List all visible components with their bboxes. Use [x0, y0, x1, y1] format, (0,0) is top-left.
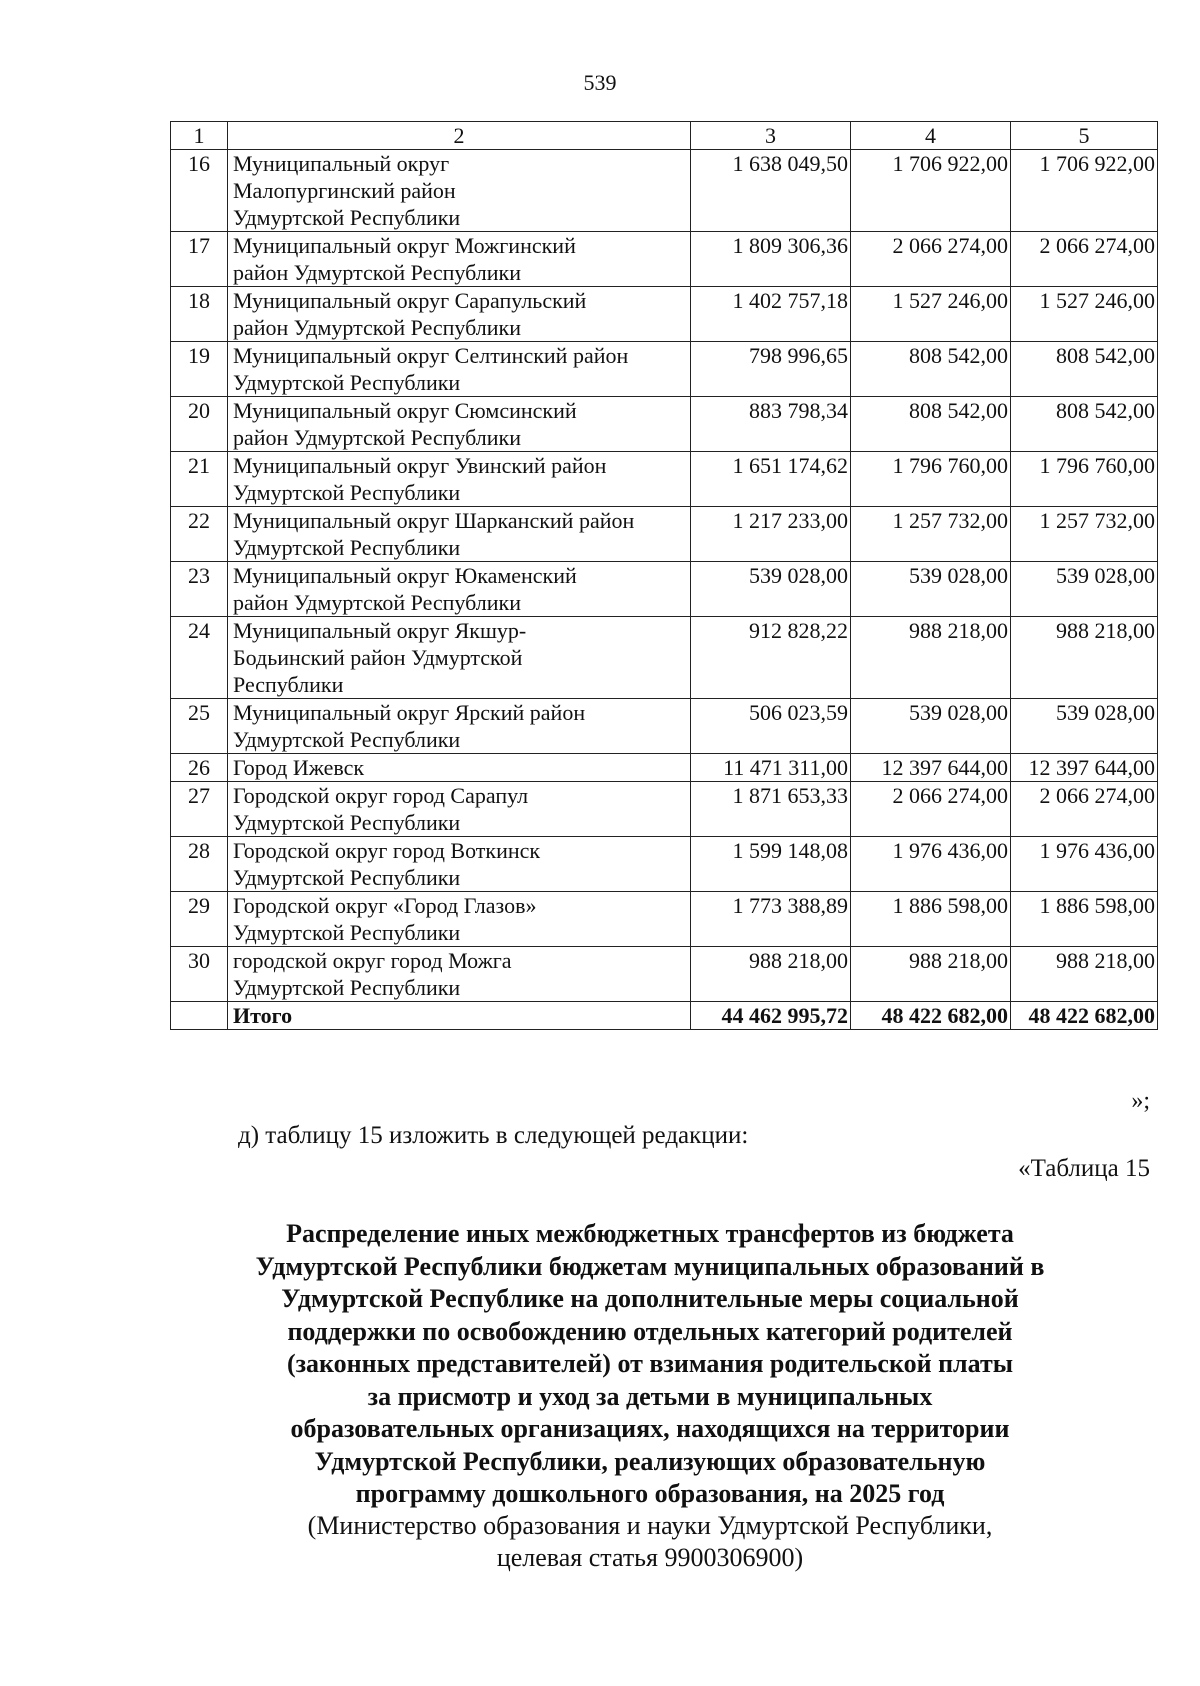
amount-cell-v3: 988 218,00: [691, 947, 851, 1002]
municipality-name-line: Муниципальный округ Увинский район: [233, 453, 607, 478]
heading-line: Удмуртской Республике на дополнительные меры социальной: [281, 1284, 1019, 1313]
amount-cell-v5: 988 218,00: [1011, 947, 1158, 1002]
table-row: [171, 452, 1158, 507]
table-header-row: [171, 122, 1158, 150]
amount-cell-v5: 1 886 598,00: [1011, 892, 1158, 947]
municipality-name: [228, 150, 691, 232]
amount-cell-v3: 1 217 233,00: [691, 507, 851, 562]
table-row: [171, 699, 1158, 754]
municipality-name-line: Бодьинский район Удмуртской: [233, 645, 523, 670]
municipality-name: [228, 452, 691, 507]
amount-cell-v3: 1 402 757,18: [691, 287, 851, 342]
amount-cell-v4: 539 028,00: [851, 562, 1011, 617]
row-number: 25: [171, 699, 228, 754]
municipality-name-line: Удмуртской Республики: [233, 975, 461, 1000]
municipality-name-line: Удмуртской Республики: [233, 370, 461, 395]
amount-cell-v4: 12 397 644,00: [851, 754, 1011, 782]
amount-cell-v5: 539 028,00: [1011, 699, 1158, 754]
municipality-name-line: Муниципальный округ Юкаменский: [233, 563, 577, 588]
row-number: 27: [171, 782, 228, 837]
municipality-name-line: Удмуртской Республики: [233, 810, 461, 835]
subtitle-line: (Министерство образования и науки Удмуртской Республики,: [307, 1511, 993, 1540]
table-row: [171, 507, 1158, 562]
table-label: «Таблица 15: [1018, 1155, 1150, 1182]
heading-line: Удмуртской Республики бюджетам муниципальных образований в: [255, 1251, 1045, 1281]
municipality-name-line: Удмуртской Республики: [233, 865, 461, 890]
amount-cell-v4: 988 218,00: [851, 617, 1011, 699]
total-row: [171, 1002, 1158, 1030]
amount-cell-v3: 798 996,65: [691, 342, 851, 397]
table-row: [171, 782, 1158, 837]
municipality-name-line: Городской округ город Воткинск: [233, 838, 541, 863]
municipality-name-line: Удмуртской Республики: [233, 535, 461, 560]
amount-cell-v3: 11 471 311,00: [691, 754, 851, 782]
table-row: [171, 342, 1158, 397]
municipality-name-line: Удмуртской Республики: [233, 727, 461, 752]
amount-cell-v4: 1 706 922,00: [851, 150, 1011, 232]
column-header: 4: [851, 122, 1011, 150]
row-number: 23: [171, 562, 228, 617]
total-amount-v5: 48 422 682,00: [1011, 1002, 1158, 1030]
municipality-name: [228, 562, 691, 617]
municipality-name-line: Муниципальный округ Якшур-: [233, 618, 527, 643]
amount-cell-v3: 1 638 049,50: [691, 150, 851, 232]
municipality-name-line: Муниципальный округ Сарапульский: [233, 288, 587, 313]
municipality-name: [228, 397, 691, 452]
amount-cell-v4: 2 066 274,00: [851, 782, 1011, 837]
municipality-name-line: Удмуртской Республики: [233, 920, 461, 945]
amount-cell-v5: 1 976 436,00: [1011, 837, 1158, 892]
column-header: 5: [1011, 122, 1158, 150]
table-row: [171, 617, 1158, 699]
subtitle-line: целевая статья 9900306900): [496, 1543, 804, 1572]
municipality-name: [228, 947, 691, 1002]
amount-cell-v5: 1 706 922,00: [1011, 150, 1158, 232]
heading-line: (законных представителей) от взимания родительской платы: [286, 1349, 1014, 1378]
table-heading: [150, 1218, 1150, 1511]
municipality-name-line: Муниципальный округ Можгинский: [233, 233, 576, 258]
municipality-name-line: Городской округ «Город Глазов»: [233, 893, 537, 918]
amount-cell-v4: 539 028,00: [851, 699, 1011, 754]
amount-cell-v4: 808 542,00: [851, 397, 1011, 452]
row-number: 30: [171, 947, 228, 1002]
amount-cell-v5: 12 397 644,00: [1011, 754, 1158, 782]
municipality-name: [228, 232, 691, 287]
table-row: [171, 287, 1158, 342]
table-row: [171, 232, 1158, 287]
municipality-name-line: Малопургинский район: [233, 178, 456, 203]
row-number: 17: [171, 232, 228, 287]
amount-cell-v5: 1 527 246,00: [1011, 287, 1158, 342]
row-number: 21: [171, 452, 228, 507]
amount-cell-v3: 912 828,22: [691, 617, 851, 699]
amount-cell-v5: 2 066 274,00: [1011, 782, 1158, 837]
table-row: [171, 562, 1158, 617]
amount-cell-v3: 1 599 148,08: [691, 837, 851, 892]
amount-cell-v3: 1 773 388,89: [691, 892, 851, 947]
municipality-name: [228, 342, 691, 397]
heading-line: поддержки по освобождению отдельных категорий родителей: [287, 1316, 1013, 1346]
amount-cell-v5: 2 066 274,00: [1011, 232, 1158, 287]
heading-line: образовательных организациях, находящихся на территории: [290, 1414, 1010, 1443]
row-number: 20: [171, 397, 228, 452]
heading-line: за присмотр и уход за детьми в муниципальных: [367, 1381, 933, 1411]
table-row: [171, 892, 1158, 947]
municipality-name-line: район Удмуртской Республики: [233, 260, 521, 285]
amount-cell-v5: 988 218,00: [1011, 617, 1158, 699]
municipality-name-line: городской округ город Можга: [233, 948, 512, 973]
amount-cell-v4: 2 066 274,00: [851, 232, 1011, 287]
amount-cell-v5: 808 542,00: [1011, 342, 1158, 397]
row-number: 28: [171, 837, 228, 892]
table-subtitle: [150, 1510, 1150, 1574]
heading-line: Удмуртской Республики, реализующих образовательную: [314, 1446, 986, 1476]
amount-cell-v4: 1 976 436,00: [851, 837, 1011, 892]
table-row: [171, 397, 1158, 452]
amount-cell-v4: 1 796 760,00: [851, 452, 1011, 507]
municipality-name: [228, 782, 691, 837]
amount-cell-v5: 1 257 732,00: [1011, 507, 1158, 562]
municipality-name: [228, 617, 691, 699]
closing-quote: »;: [1131, 1088, 1150, 1114]
amount-cell-v3: 506 023,59: [691, 699, 851, 754]
amount-cell-v3: 1 651 174,62: [691, 452, 851, 507]
column-header: 2: [228, 122, 691, 150]
table-row: [171, 837, 1158, 892]
row-number: 29: [171, 892, 228, 947]
row-number: 22: [171, 507, 228, 562]
row-number: 24: [171, 617, 228, 699]
amount-cell-v4: 808 542,00: [851, 342, 1011, 397]
municipality-name-line: Муниципальный округ Селтинский район: [233, 343, 629, 368]
municipality-name-line: район Удмуртской Республики: [233, 425, 521, 450]
municipality-name: [228, 837, 691, 892]
instruction-text: д) таблицу 15 изложить в следующей редакции:: [238, 1122, 749, 1149]
total-amount-v4: 48 422 682,00: [851, 1002, 1011, 1030]
total-number-cell: [171, 1002, 228, 1030]
municipality-name-line: Муниципальный округ: [233, 151, 450, 176]
amount-cell-v3: 539 028,00: [691, 562, 851, 617]
table-row: [171, 947, 1158, 1002]
amount-cell-v4: 1 886 598,00: [851, 892, 1011, 947]
municipality-name-line: Город Ижевск: [233, 755, 365, 780]
municipality-name: [228, 892, 691, 947]
column-header: 3: [691, 122, 851, 150]
amount-cell-v4: 1 527 246,00: [851, 287, 1011, 342]
heading-line: программу дошкольного образования, на 2025 год: [355, 1479, 945, 1508]
budget-table: [170, 121, 1158, 1030]
table-row: [171, 150, 1158, 232]
amount-cell-v4: 988 218,00: [851, 947, 1011, 1002]
municipality-name-line: Удмуртской Республики: [233, 205, 461, 230]
amount-cell-v3: 883 798,34: [691, 397, 851, 452]
municipality-name-line: Муниципальный округ Сюмсинский: [233, 398, 577, 423]
table-row: [171, 754, 1158, 782]
total-amount-v3: 44 462 995,72: [691, 1002, 851, 1030]
municipality-name-line: Республики: [233, 672, 344, 697]
row-number: 19: [171, 342, 228, 397]
municipality-name: [228, 754, 691, 782]
municipality-name-line: Муниципальный округ Шарканский район: [233, 508, 635, 533]
municipality-name: [228, 287, 691, 342]
heading-line: Распределение иных межбюджетных трансфертов из бюджета: [286, 1219, 1014, 1248]
municipality-name: [228, 699, 691, 754]
amount-cell-v3: 1 871 653,33: [691, 782, 851, 837]
amount-cell-v5: 808 542,00: [1011, 397, 1158, 452]
municipality-name-line: район Удмуртской Республики: [233, 315, 521, 340]
municipality-name-line: Муниципальный округ Ярский район: [233, 700, 586, 725]
municipality-name-line: район Удмуртской Республики: [233, 590, 521, 615]
page-number: 539: [583, 70, 617, 95]
amount-cell-v3: 1 809 306,36: [691, 232, 851, 287]
total-label: Итого: [228, 1002, 691, 1030]
row-number: 16: [171, 150, 228, 232]
column-header: 1: [171, 122, 228, 150]
municipality-name-line: Удмуртской Республики: [233, 480, 461, 505]
municipality-name: [228, 507, 691, 562]
amount-cell-v5: 1 796 760,00: [1011, 452, 1158, 507]
municipality-name-line: Городской округ город Сарапул: [233, 783, 529, 808]
amount-cell-v4: 1 257 732,00: [851, 507, 1011, 562]
row-number: 18: [171, 287, 228, 342]
row-number: 26: [171, 754, 228, 782]
amount-cell-v5: 539 028,00: [1011, 562, 1158, 617]
